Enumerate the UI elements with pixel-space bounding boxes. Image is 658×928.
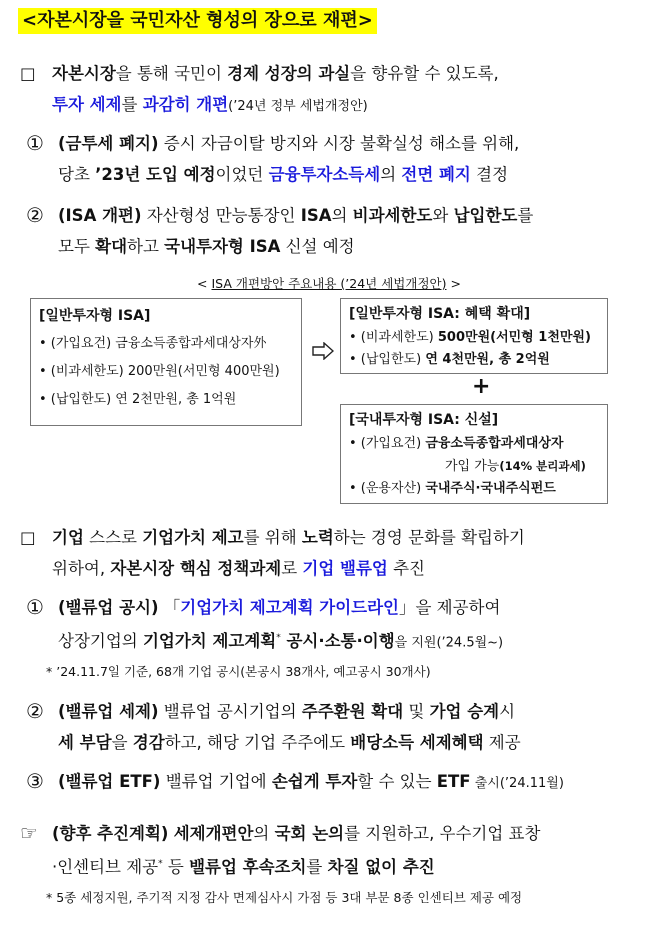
section-future-plan	[0, 818, 658, 883]
circled-number: ①	[26, 131, 44, 155]
item-line-1	[0, 128, 658, 159]
text-bold: 국내주식·국내주식펀드	[425, 481, 556, 496]
square-bullet-icon: □	[20, 528, 36, 547]
text: 를	[517, 206, 534, 225]
text-highlight: 기업가치 제고계획 가이드라인	[180, 598, 399, 617]
section-tax-reform	[0, 58, 658, 122]
text: 을 통해 국민이	[115, 64, 228, 83]
caption-bracket: >	[446, 276, 461, 291]
text: 결정	[470, 165, 509, 184]
text: 증시 자금이탈 방지와 시장 불확실성 해소를 위해,	[158, 134, 520, 153]
text-bold: 공시·소통·이행	[280, 631, 395, 651]
text-bold: ’23년 도입 예정	[95, 165, 216, 184]
text: 신설 예정	[280, 237, 355, 256]
text-bold: 차질 없이 추진	[327, 857, 435, 877]
text-bold: 손쉽게 투자	[271, 772, 358, 791]
circled-number: ②	[26, 699, 44, 723]
text: 하고, 해당 기업 주주에도	[164, 733, 351, 752]
text-highlight: 전면 폐지	[401, 165, 471, 184]
right-arrow-icon	[312, 342, 334, 360]
item-line-2	[0, 623, 658, 659]
text: 을 지원(’24.5월~)	[394, 635, 504, 651]
text-bold: 노력	[301, 528, 334, 547]
text-bold: 자본시장	[52, 64, 116, 83]
text-bold: ISA	[300, 206, 332, 225]
item-isa-reform	[0, 200, 658, 262]
item-line-2	[0, 727, 658, 758]
text: 시	[499, 702, 516, 721]
text: 밸류업 공시기업의	[158, 702, 302, 721]
text-bold: (14% 분리과세)	[499, 459, 586, 473]
box-item	[349, 327, 599, 349]
box-item	[349, 433, 599, 455]
section-line-2	[0, 849, 658, 883]
box-item: • (가입요건) 금융소득종합과세대상자外	[39, 336, 267, 351]
footnote: * ’24.11.7일 기준, 68개 기업 공시(본공시 38개사, 예고공시 30개사)	[46, 664, 431, 679]
plus-icon: +	[472, 374, 491, 399]
text-bold: 밸류업 후속조치	[189, 857, 307, 877]
text: 출시(’24.11월)	[470, 776, 564, 791]
text-highlight: 금융투자소득세	[268, 165, 381, 184]
text: 하는 경영 문화를 확립하기	[333, 528, 525, 547]
text: 가입 가능	[445, 459, 500, 474]
text-bold: ETF	[436, 772, 471, 791]
text-bold: (밸류업 ETF)	[58, 772, 161, 791]
text-highlight: 기업 밸류업	[302, 559, 388, 578]
text-bold: 자본시장 핵심 정책과제	[110, 559, 282, 578]
text: 의	[331, 206, 353, 225]
text-highlight: 투자 세제	[52, 95, 122, 114]
text: 스스로	[83, 528, 143, 547]
box-item	[349, 478, 599, 500]
text: 자산형성 만능통장인	[141, 206, 301, 225]
box-header: [일반투자형 ISA: 혜택 확대]	[349, 306, 531, 322]
text: • (비과세한도)	[349, 330, 438, 345]
page-title: <자본시장을 국민자산 형성의 장으로 재편>	[18, 8, 377, 34]
text: • (납입한도)	[349, 352, 426, 367]
text: 이었던	[215, 165, 269, 184]
item-line-1	[0, 592, 658, 623]
text: 을 향유할 수 있도록,	[350, 64, 499, 83]
table-caption	[0, 274, 658, 292]
circled-number: ③	[26, 769, 44, 793]
box-header: [국내투자형 ISA: 신설]	[349, 412, 499, 428]
item-line-1	[0, 696, 658, 727]
text-bold: 납입한도	[453, 206, 518, 225]
text: 를 위해	[243, 528, 302, 547]
text: 및	[403, 702, 430, 721]
text-bold: 확대	[95, 237, 128, 256]
text-bold: 세 부담	[58, 733, 112, 752]
text: 등	[162, 857, 190, 877]
text-bold: 국회 논의	[274, 824, 345, 843]
text: 를 지원하고, 우수기업 표창	[344, 824, 541, 843]
text-bold: 500만원(서민형 1천만원)	[437, 330, 591, 345]
text: 상장기업의	[58, 631, 143, 651]
text-bold: 가업 승계	[429, 702, 500, 721]
box-general-isa-expanded	[340, 298, 608, 374]
text-bold: 비과세한도	[352, 206, 433, 225]
text-highlight: 과감히 개편	[142, 95, 229, 114]
item-value-up-disclosure	[0, 592, 658, 659]
box-domestic-isa-new	[340, 404, 608, 504]
pointing-hand-icon: ☞	[20, 821, 38, 845]
text: 와	[432, 206, 454, 225]
text-bold: 세제개편안	[173, 824, 254, 843]
text-bold: 주주환원 확대	[301, 702, 404, 721]
text: 당초	[58, 165, 96, 184]
section-line-2	[0, 89, 658, 122]
text: 제공	[483, 733, 521, 752]
section-line-1	[0, 818, 658, 849]
section-line-1	[0, 522, 658, 553]
footnote: * 5종 세정지원, 주기적 지정 감사 면제심사시 가점 등 3대 부문 8종 인센티브 제공 예정	[46, 890, 523, 905]
item-line-1	[0, 200, 658, 231]
text: 의	[253, 824, 275, 843]
box-item: • (납입한도) 연 2천만원, 총 1억원	[39, 392, 237, 407]
text: 의	[380, 165, 402, 184]
circled-number: ②	[26, 203, 44, 227]
circled-number: ①	[26, 595, 44, 619]
text: 밸류업 기업에	[160, 772, 272, 791]
text: 을	[111, 733, 133, 752]
item-line-2	[0, 159, 658, 190]
text-bold: 기업가치 제고	[142, 528, 244, 547]
item-value-up-etf	[0, 766, 658, 799]
section-line-2	[0, 553, 658, 584]
text: 를	[121, 95, 143, 114]
text-bold: (밸류업 세제)	[58, 702, 159, 721]
text: 「	[158, 598, 181, 617]
text: 모두	[58, 237, 96, 256]
box-header: [일반투자형 ISA]	[39, 308, 151, 324]
text: • (가입요건)	[349, 436, 426, 451]
section-value-up	[0, 522, 658, 584]
text-bold: 국내투자형 ISA	[164, 237, 281, 256]
text-bold: 기업가치 제고계획	[142, 631, 277, 651]
text: 할 수 있는	[357, 772, 437, 791]
text: 하고	[127, 237, 165, 256]
text: 로	[281, 559, 303, 578]
text-bold: 금융소득종합과세대상자	[425, 436, 564, 451]
box-item	[349, 349, 599, 371]
text-small: (’24년 정부 세법개정안)	[228, 99, 368, 114]
caption-bracket: <	[197, 276, 212, 291]
text: 를	[306, 857, 328, 877]
box-current-isa	[30, 298, 302, 426]
text-bold: (ISA 개편)	[58, 206, 142, 225]
square-bullet-icon: □	[20, 64, 36, 83]
item-line-1	[0, 766, 658, 799]
text: 위하여,	[52, 559, 111, 578]
text-bold: 경제 성장의 과실	[227, 64, 351, 83]
text: 」을 제공하여	[398, 598, 501, 617]
caption-text: ISA 개편방안 주요내용 (’24년 세법개정안)	[211, 276, 447, 291]
box-item-continued	[349, 455, 599, 478]
text-bold: (향후 추진계획)	[52, 824, 169, 843]
text-bold: 연 4천만원, 총 2억원	[425, 352, 550, 367]
text-bold: (금투세 폐지)	[58, 134, 159, 153]
item-value-up-tax	[0, 696, 658, 758]
text: • (운용자산)	[349, 481, 426, 496]
text-bold: 배당소득 세제혜택	[350, 733, 484, 752]
item-fit-abolish	[0, 128, 658, 190]
footnote-mark: *	[276, 633, 281, 643]
box-item: • (비과세한도) 200만원(서민형 400만원)	[39, 364, 280, 379]
section-line-1	[0, 58, 658, 89]
text-bold: 기업	[52, 528, 84, 547]
text-bold: (밸류업 공시)	[58, 598, 159, 617]
item-line-2	[0, 231, 658, 262]
text: ·인센티브 제공	[52, 857, 159, 877]
text-bold: 경감	[132, 733, 165, 752]
footnote-mark: *	[158, 859, 163, 869]
text: 추진	[387, 559, 425, 578]
